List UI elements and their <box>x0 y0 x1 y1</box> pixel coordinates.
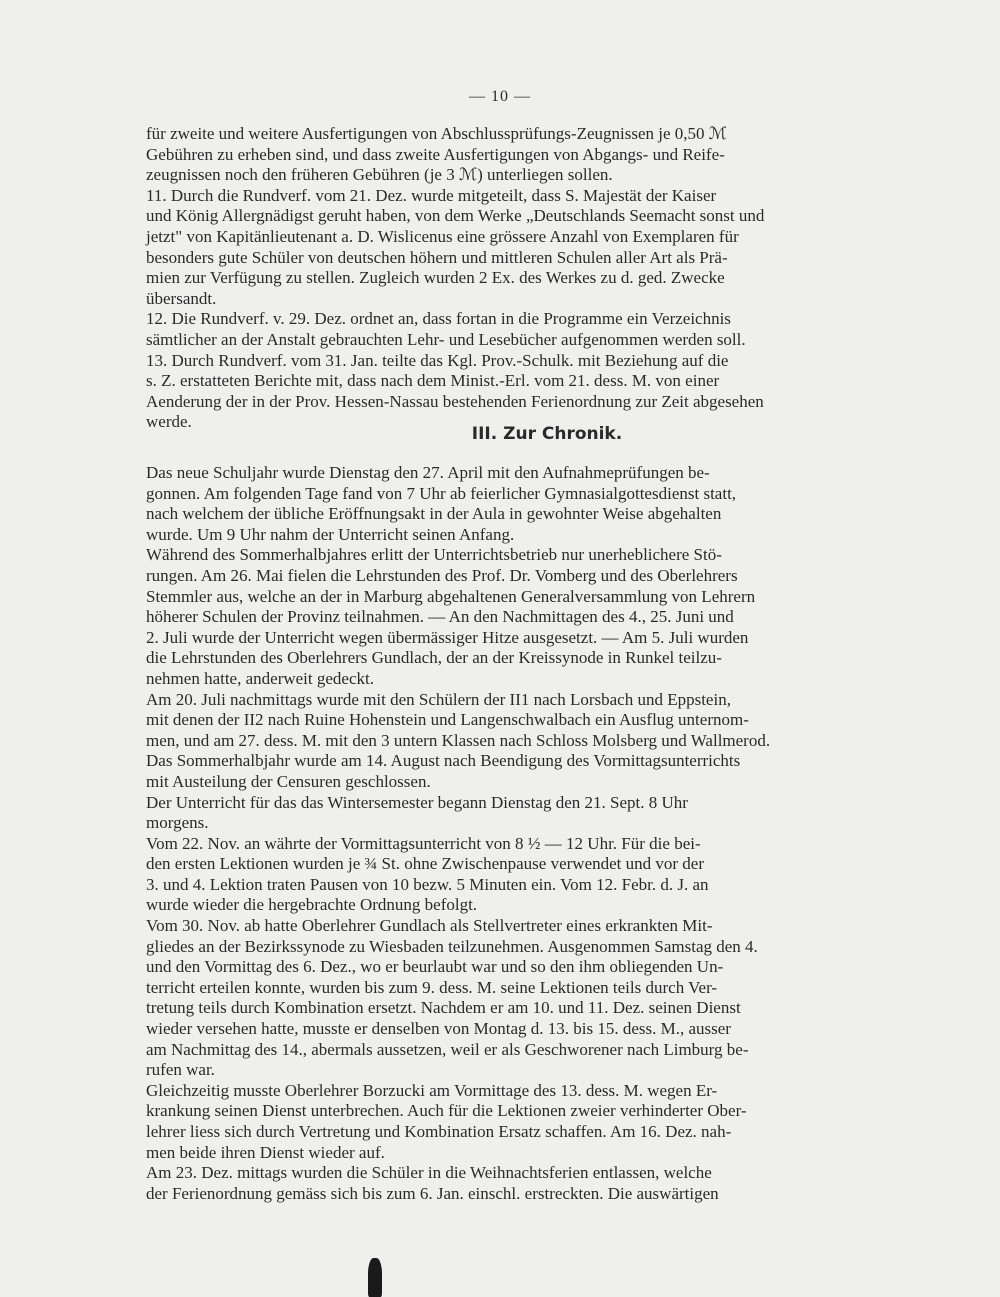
text-line: sämtlicher an der Anstalt gebrauchten Lehr- und Lesebücher aufgenommen werden soll. <box>146 329 746 349</box>
text-line: lehrer liess sich durch Vertretung und Kombination Ersatz schaffen. Am 16. Dez. nah- <box>146 1122 732 1141</box>
text-line: krankung seinen Dienst unterbrechen. Auch für die Lektionen zweier verhinderter Ober- <box>146 1101 747 1121</box>
text-line: mit denen der II2 nach Ruine Hohenstein und Langenschwalbach ein Ausflug unternom- <box>146 710 749 730</box>
text-line: gonnen. Am folgenden Tage fand von 7 Uhr ab feierlicher Gymnasialgottesdienst statt, <box>146 483 737 503</box>
text-line: und König Allergnädigst geruht haben, von dem Werke „Deutschlands Seemacht sonst und <box>146 206 765 226</box>
text-line: Während des Sommerhalbjahres erlitt der Unterrichtsbetrieb nur unerheblichere Stö- <box>146 545 722 565</box>
text-line: 2. Juli wurde der Unterricht wegen übermässiger Hitze ausgesetzt. — Am 5. Juli wurden <box>146 627 749 647</box>
text-line: wieder versehen hatte, musste er denselben von Montag d. 13. bis 15. dess. M., ausser <box>146 1019 731 1039</box>
regulations-text <box>146 124 946 433</box>
text-line: werde. <box>146 412 192 432</box>
text-line: jetzt" von Kapitänlieutenant a. D. Wislicenus eine grössere Anzahl von Exemplaren für <box>146 226 739 246</box>
text-line: mien zur Verfügung zu stellen. Zugleich wurden 2 Ex. des Werkes zu d. ged. Zwecke <box>146 268 725 288</box>
text-line: rungen. Am 26. Mai fielen die Lehrstunden des Prof. Dr. Vomberg und des Oberlehrers <box>146 565 738 585</box>
text-line: Am 20. Juli nachmittags wurde mit den Schülern der II1 nach Lorsbach und Eppstein, <box>146 689 731 709</box>
text-line: 13. Durch Rundverf. vom 31. Jan. teilte das Kgl. Prov.-Schulk. mit Beziehung auf die <box>146 350 729 370</box>
text-line: rufen war. <box>146 1060 215 1080</box>
text-line: tretung teils durch Kombination ersetzt. Nachdem er am 10. und 11. Dez. seinen Dienst <box>146 998 741 1018</box>
ink-mark <box>368 1258 382 1297</box>
text-line: 3. und 4. Lektion traten Pausen von 10 bezw. 5 Minuten ein. Vom 12. Febr. d. J. an <box>146 874 709 894</box>
text-line: Das Sommerhalbjahr wurde am 14. August nach Beendigung des Vormittagsunterrichts <box>146 751 741 771</box>
text-line: nach welchem der übliche Eröffnungsakt in der Aula in gewohnter Weise abgehalten <box>146 504 722 524</box>
text-line: höherer Schulen der Provinz teilnahmen. — An den Nachmittagen des 4., 25. Juni und <box>146 607 734 627</box>
text-line: Vom 22. Nov. an währte der Vormittagsunterricht von 8 ½ — 12 Uhr. Für die bei- <box>146 833 701 853</box>
text-line: gliedes an der Bezirkssynode zu Wiesbaden teilzunehmen. Ausgenommen Samstag den 4. <box>146 936 758 956</box>
page-number: — 10 — <box>469 88 531 105</box>
text-line: Gebühren zu erheben sind, und dass zweite Ausfertigungen von Abgangs- und Reife- <box>146 144 725 164</box>
text-line: für zweite und weitere Ausfertigungen von Abschlussprüfungs-Zeugnissen je 0,50 ℳ <box>146 124 727 143</box>
text-line: Gleichzeitig musste Oberlehrer Borzucki am Vormittage des 13. dess. M. wegen Er- <box>146 1080 718 1100</box>
text-line: morgens. <box>146 813 209 833</box>
text-line: besonders gute Schüler von deutschen höhern und mittleren Schulen aller Art als Prä- <box>146 247 728 267</box>
text-line: 11. Durch die Rundverf. vom 21. Dez. wurde mitgeteilt, dass S. Majestät der Kaiser <box>146 185 717 205</box>
section-heading: III. Zur Chronik. <box>471 424 623 444</box>
text-line: zeugnissen noch den früheren Gebühren (je 3 ℳ) unterliegen sollen. <box>146 165 613 185</box>
text-line: men beide ihren Dienst wieder auf. <box>146 1142 385 1162</box>
text-line: wurde wieder die hergebrachte Ordnung befolgt. <box>146 895 478 915</box>
text-line: Vom 30. Nov. ab hatte Oberlehrer Gundlach als Stellvertreter eines erkrankten Mit- <box>146 916 713 936</box>
text-line: terricht erteilen konnte, wurden bis zum 9. dess. M. seine Lektionen teils durch Ver- <box>146 977 718 997</box>
text-line: men, und am 27. dess. M. mit den 3 untern Klassen nach Schloss Molsberg und Wallmerod. <box>146 730 771 750</box>
text-line: die Lehrstunden des Oberlehrers Gundlach, der an der Kreissynode in Runkel teilzu- <box>146 648 722 668</box>
text-line: Aenderung der in der Prov. Hessen-Nassau bestehenden Ferienordnung zur Zeit abgesehen <box>146 391 764 411</box>
text-line: wurde. Um 9 Uhr nahm der Unterricht seinen Anfang. <box>146 524 515 544</box>
text-line: s. Z. erstatteten Berichte mit, dass nach dem Minist.-Erl. vom 21. dess. M. von einer <box>146 371 720 391</box>
text-line: und den Vormittag des 6. Dez., wo er beurlaubt war und so den ihm obliegenden Un- <box>146 957 724 977</box>
text-line: Der Unterricht für das das Wintersemester begann Dienstag den 21. Sept. 8 Uhr <box>146 792 688 812</box>
text-line: den ersten Lektionen wurden je ¾ St. ohne Zwischenpause verwendet und vor der <box>146 854 704 874</box>
text-line: am Nachmittag des 14., abermals aussetzen, weil er als Geschworener nach Limburg be- <box>146 1039 749 1059</box>
text-line: übersandt. <box>146 288 217 308</box>
text-line: mit Austeilung der Censuren geschlossen. <box>146 771 431 791</box>
text-line: nehmen hatte, anderweit gedeckt. <box>146 668 374 688</box>
text-line: 12. Die Rundverf. v. 29. Dez. ordnet an, dass fortan in die Programme ein Verzeichnis <box>146 309 731 329</box>
text-line: Am 23. Dez. mittags wurden die Schüler in die Weihnachtsferien entlassen, welche <box>146 1163 712 1183</box>
chronicle-text <box>146 463 946 1204</box>
text-line: Stemmler aus, welche an der in Marburg abgehaltenen Generalversammlung von Lehrern <box>146 586 756 606</box>
text-line: Das neue Schuljahr wurde Dienstag den 27. April mit den Aufnahmeprüfungen be- <box>146 463 710 482</box>
text-line: der Ferienordnung gemäss sich bis zum 6. Jan. einschl. erstreckten. Die auswärtigen <box>146 1183 719 1203</box>
